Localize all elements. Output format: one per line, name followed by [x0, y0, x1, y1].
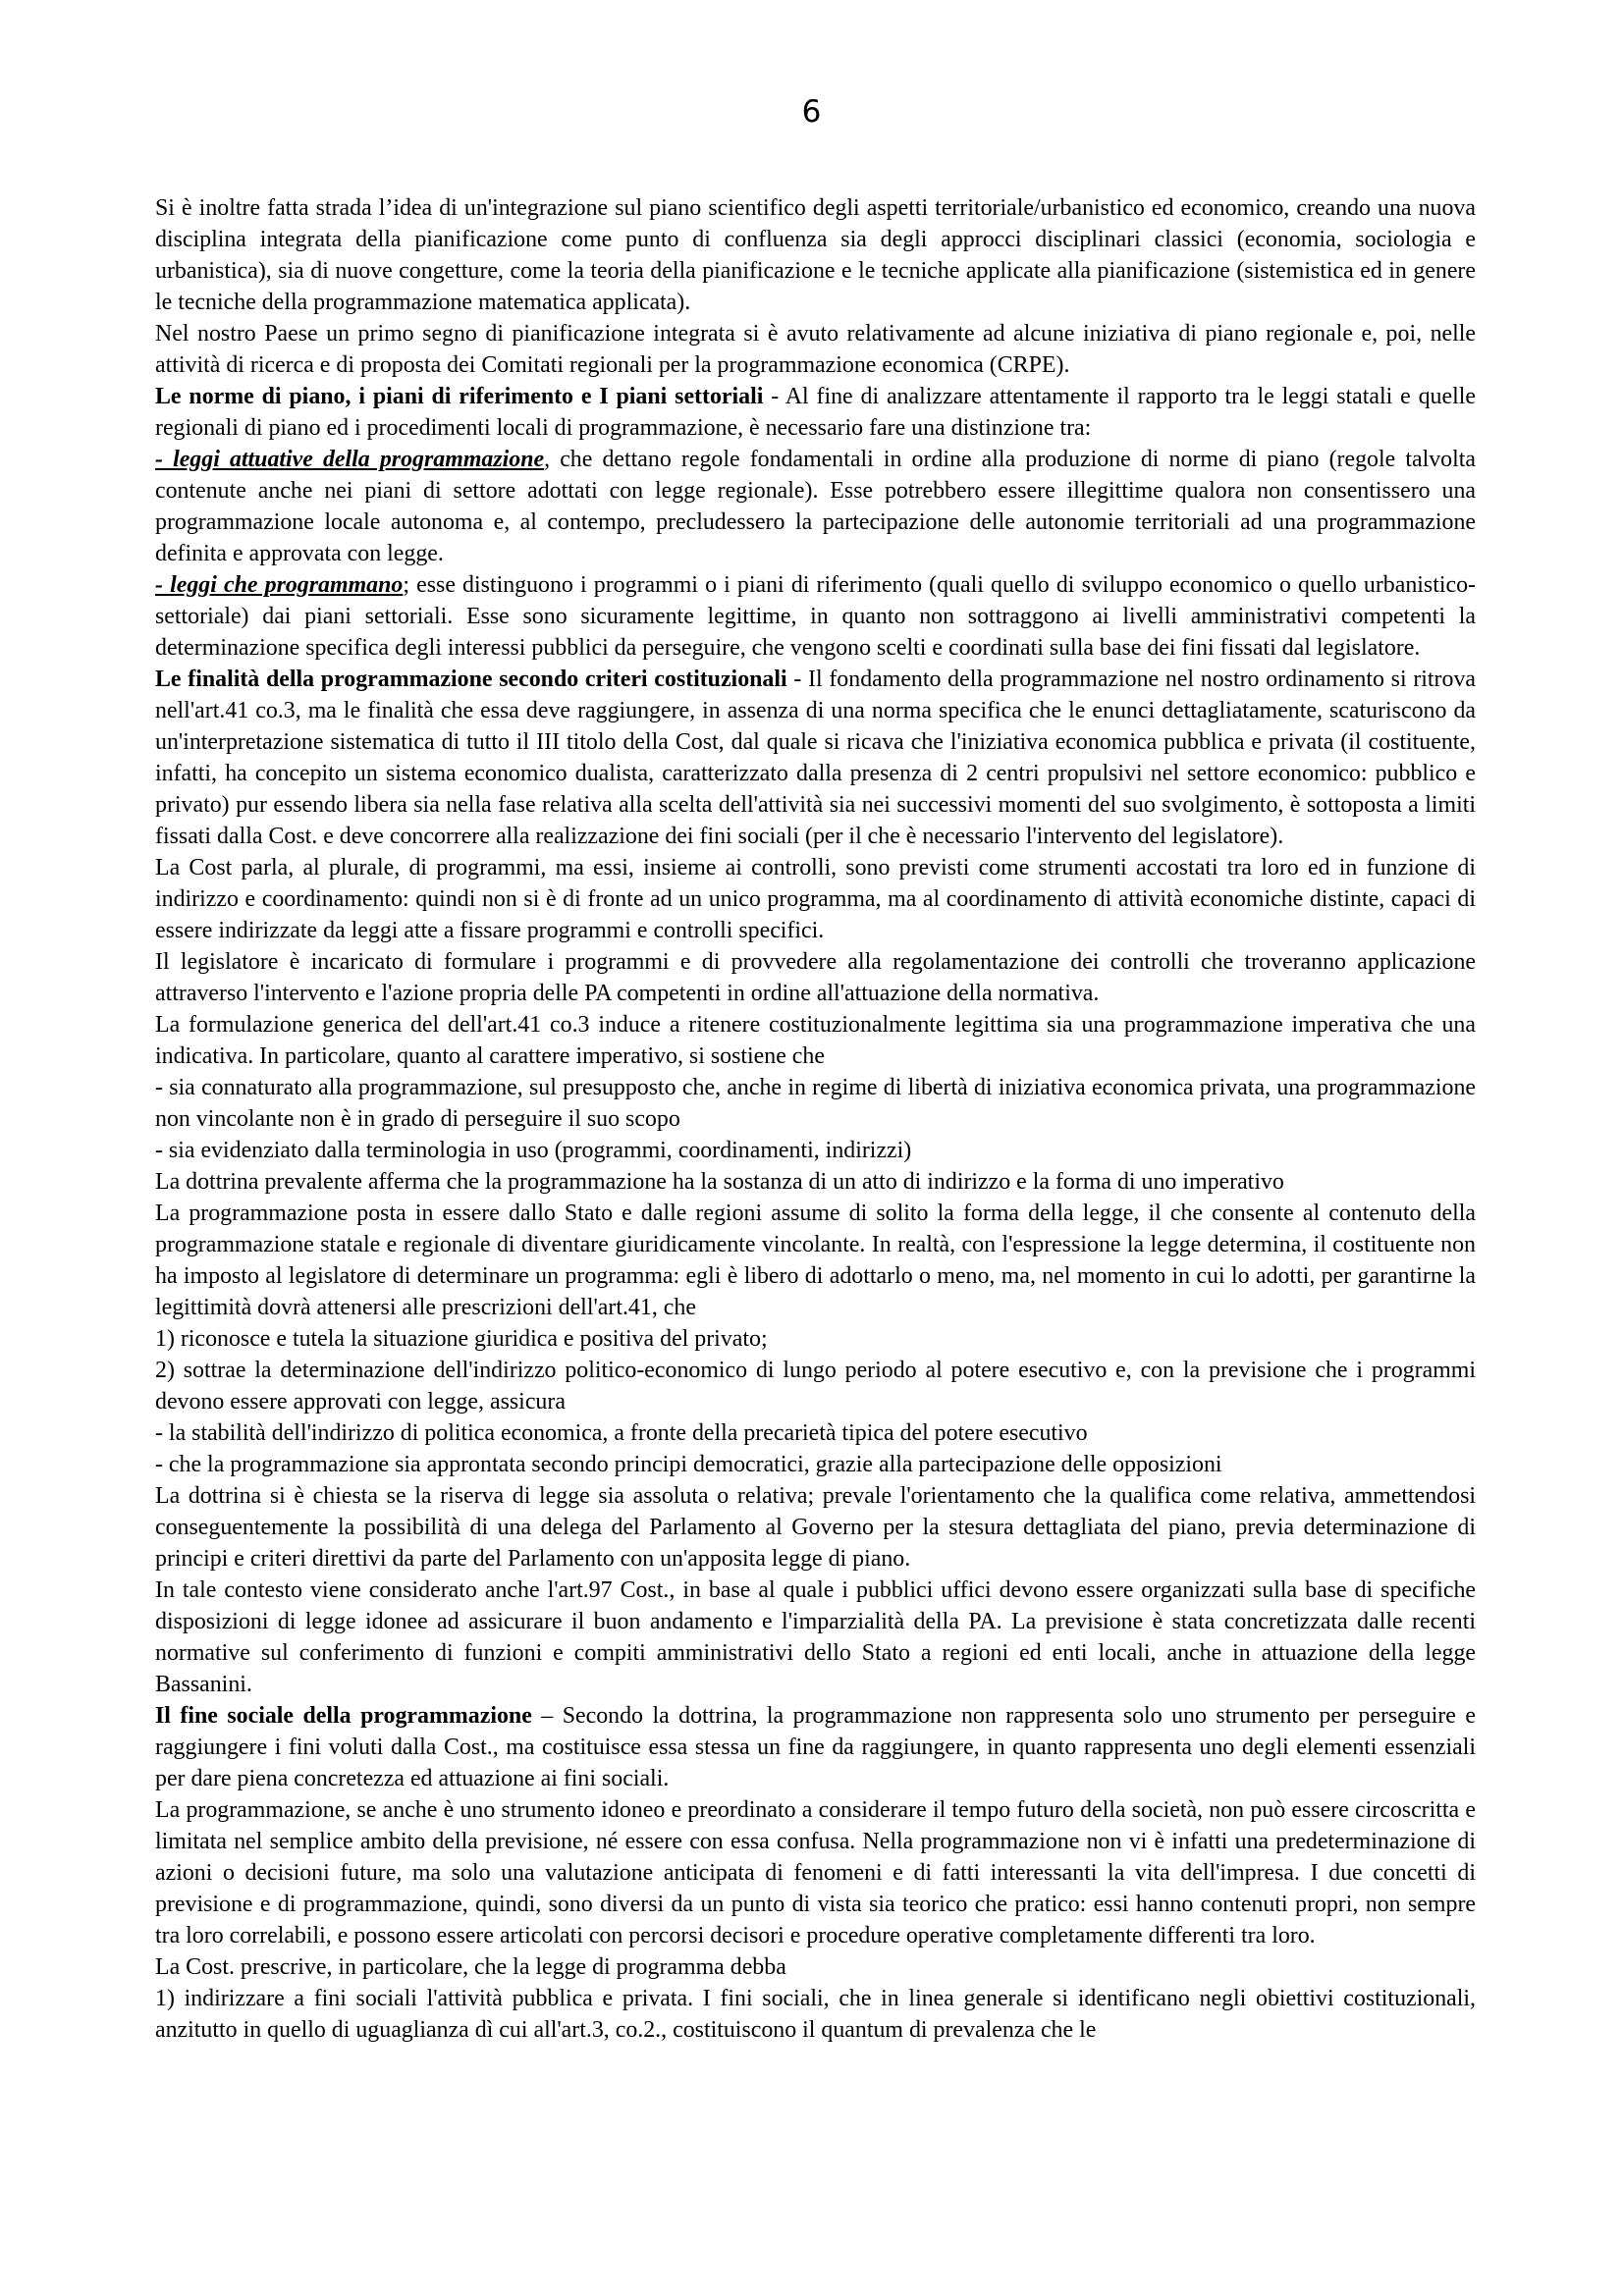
section-heading: Il fine sociale della programmazione	[155, 1703, 532, 1729]
paragraph: - che la programmazione sia approntata secondo principi democratici, grazie alla partecipazione delle opposizioni	[155, 1452, 1222, 1477]
paragraph: - sia connaturato alla programmazione, sul presupposto che, anche in regime di libertà di iniziativa economica privata, una programmazione non vincolante non è in grado di perseguire il suo scopo	[155, 1075, 1476, 1132]
paragraph: 2) sottrae la determinazione dell'indirizzo politico-economico di lungo periodo al potere esecutivo e, con la previsione che i programmi devono essere approvati con legge, assicura	[155, 1358, 1476, 1415]
document-body	[155, 192, 1476, 2046]
section-heading: Le finalità della programmazione secondo criteri costituzionali	[155, 667, 787, 692]
paragraph: La formulazione generica del dell'art.41 co.3 induce a ritenere costituzionalmente legittima sia una programmazione imperativa che una indicativa. In particolare, quanto al carattere imperativo, si sostiene che	[155, 1012, 1476, 1069]
paragraph: Il legislatore è incaricato di formulare i programmi e di provvedere alla regolamentazione dei controlli che troveranno applicazione attraverso l'intervento e l'azione propria delle PA competenti in ordine all'attuazione della normativa.	[155, 949, 1476, 1006]
paragraph: La Cost. prescrive, in particolare, che la legge di programma debba	[155, 1954, 786, 1980]
page-number: 6	[801, 94, 822, 130]
paragraph: In tale contesto viene considerato anche l'art.97 Cost., in base al quale i pubblici uffici devono essere organizzati sulla base di specifiche disposizioni di legge idonee ad assicurare il buon andamento e l'imparzialità della PA. La previsione è stata concretizzata dalle recenti normative sul conferimento di funzioni e compiti amministrativi dello Stato a regioni ed enti locali, anche in attuazione della legge Bassanini.	[155, 1577, 1476, 1697]
paragraph: La programmazione posta in essere dallo Stato e dalle regioni assume di solito la forma della legge, il che consente al contenuto della programmazione statale e regionale di diventare giuridicamente vincolante. In realtà, con l'espressione la legge determina, il costituente non ha imposto al legislatore di determinare un programma: egli è libero di adottarlo o meno, ma, nel momento in cui lo adotti, per garantirne la legittimità dovrà attenersi alle prescrizioni dell'art.41, che	[155, 1201, 1476, 1320]
paragraph: Le norme di piano, i piani di riferimento e I piani settoriali - Al fine di analizzare attentamente il rapporto tra le leggi statali e quelle regionali di piano ed i procedimenti locali di programmazione, è necessario fare una distinzione tra:	[155, 384, 1476, 441]
paragraph: 1) riconosce e tutela la situazione giuridica e positiva del privato;	[155, 1326, 768, 1352]
paragraph: Il fine sociale della programmazione – Secondo la dottrina, la programmazione non rappresenta solo uno strumento per perseguire e raggiungere i fini voluti dalla Cost., ma costituisce essa stessa un fine da raggiungere, in quanto rappresenta uno degli elementi essenziali per dare piena concretezza ed attuazione ai fini sociali.	[155, 1703, 1476, 1791]
paragraph: La Cost parla, al plurale, di programmi, ma essi, insieme ai controlli, sono previsti come strumenti accostati tra loro ed in funzione di indirizzo e coordinamento: quindi non si è di fronte ad un unico programma, ma al coordinamento di attività economiche distinte, capaci di essere indirizzate da leggi atte a fissare programmi e controlli specifici.	[155, 855, 1476, 943]
paragraph: Nel nostro Paese un primo segno di pianificazione integrata si è avuto relativamente ad alcune iniziativa di piano regionale e, poi, nelle attività di ricerca e di proposta dei Comitati regionali per la programmazione economica (CRPE).	[155, 321, 1476, 378]
paragraph: 1) indirizzare a fini sociali l'attività pubblica e privata. I fini sociali, che in linea generale si identificano negli obiettivi costituzionali, anzitutto in quello di uguaglianza dì cui all'art.3, co.2., costituiscono il quantum di prevalenza che le	[155, 1986, 1476, 2043]
paragraph: La programmazione, se anche è uno strumento idoneo e preordinato a considerare il tempo futuro della società, non può essere circoscritta e limitata nel semplice ambito della previsione, né essere con essa confusa. Nella programmazione non vi è infatti una predeterminazione di azioni o decisioni future, ma solo una valutazione anticipata di fenomeni e di fatti interessanti la vita dell'impresa. I due concetti di previsione e di programmazione, quindi, sono diversi da un punto di vista sia teorico che pratico: essi hanno contenuti propri, non sempre tra loro correlabili, e possono essere articolati con percorsi decisori e procedure operative completamente differenti tra loro.	[155, 1797, 1476, 1949]
paragraph: La dottrina si è chiesta se la riserva di legge sia assoluta o relativa; prevale l'orientamento che la qualifica come relativa, ammettendosi conseguentemente la possibilità di una delega del Parlamento al Governo per la stesura dettagliata del piano, previa determinazione di principi e criteri direttivi da parte del Parlamento con un'apposita legge di piano.	[155, 1483, 1476, 1572]
paragraph: La dottrina prevalente afferma che la programmazione ha la sostanza di un atto di indirizzo e la forma di uno imperativo	[155, 1169, 1284, 1195]
paragraph: - leggi che programmano; esse distinguono i programmi o i piani di riferimento (quali quello di sviluppo economico o quello urbanistico-settoriale) dai piani settoriali. Esse sono sicuramente legittime, in quanto non sottraggono ai livelli amministrativi competenti la determinazione specifica degli interessi pubblici da perseguire, che vengono scelti e coordinati sulla base dei fini fissati dal legislatore.	[155, 572, 1476, 661]
paragraph: - la stabilità dell'indirizzo di politica economica, a fronte della precarietà tipica del potere esecutivo	[155, 1420, 1088, 1446]
emphasized-term: - leggi che programmano	[155, 572, 404, 598]
emphasized-term: - leggi attuative della programmazione	[155, 447, 545, 472]
paragraph: - leggi attuative della programmazione, che dettano regole fondamentali in ordine alla produzione di norme di piano (regole talvolta contenute anche nei piani di settore adottati con legge regionale). Esse potrebbero essere illegittime qualora non consentissero una programmazione locale autonoma e, al contempo, precludessero la partecipazione delle autonomie territoriali ad una programmazione definita e approvata con legge.	[155, 447, 1476, 566]
paragraph: Si è inoltre fatta strada l’idea di un'integrazione sul piano scientifico degli aspetti territoriale/urbanistico ed economico, creando una nuova disciplina integrata della pianificazione come punto di confluenza sia degli approcci disciplinari classici (economia, sociologia e urbanistica), sia di nuove congetture, come la teoria della pianificazione e le tecniche applicate alla pianificazione (sistemistica ed in genere le tecniche della programmazione matematica applicata).	[155, 195, 1476, 315]
section-heading: Le norme di piano, i piani di riferimento e I piani settoriali	[155, 384, 764, 409]
paragraph: - sia evidenziato dalla terminologia in uso (programmi, coordinamenti, indirizzi)	[155, 1138, 912, 1163]
paragraph: Le finalità della programmazione secondo criteri costituzionali - Il fondamento della programmazione nel nostro ordinamento si ritrova nell'art.41 co.3, ma le finalità che essa deve raggiungere, in assenza di una norma specifica che le enunci dettagliatamente, scaturiscono da un'interpretazione sistematica di tutto il III titolo della Cost, dal quale si ricava che l'iniziativa economica pubblica e privata (il costituente, infatti, ha concepito un sistema economico dualista, caratterizzato dalla presenza di 2 centri propulsivi nel settore economico: pubblico e privato) pur essendo libera sia nella fase relativa alla scelta dell'attività sia nei successivi momenti del suo svolgimento, è sottoposta a limiti fissati dalla Cost. e deve concorrere alla realizzazione dei fini sociali (per il che è necessario l'intervento del legislatore).	[155, 667, 1477, 849]
